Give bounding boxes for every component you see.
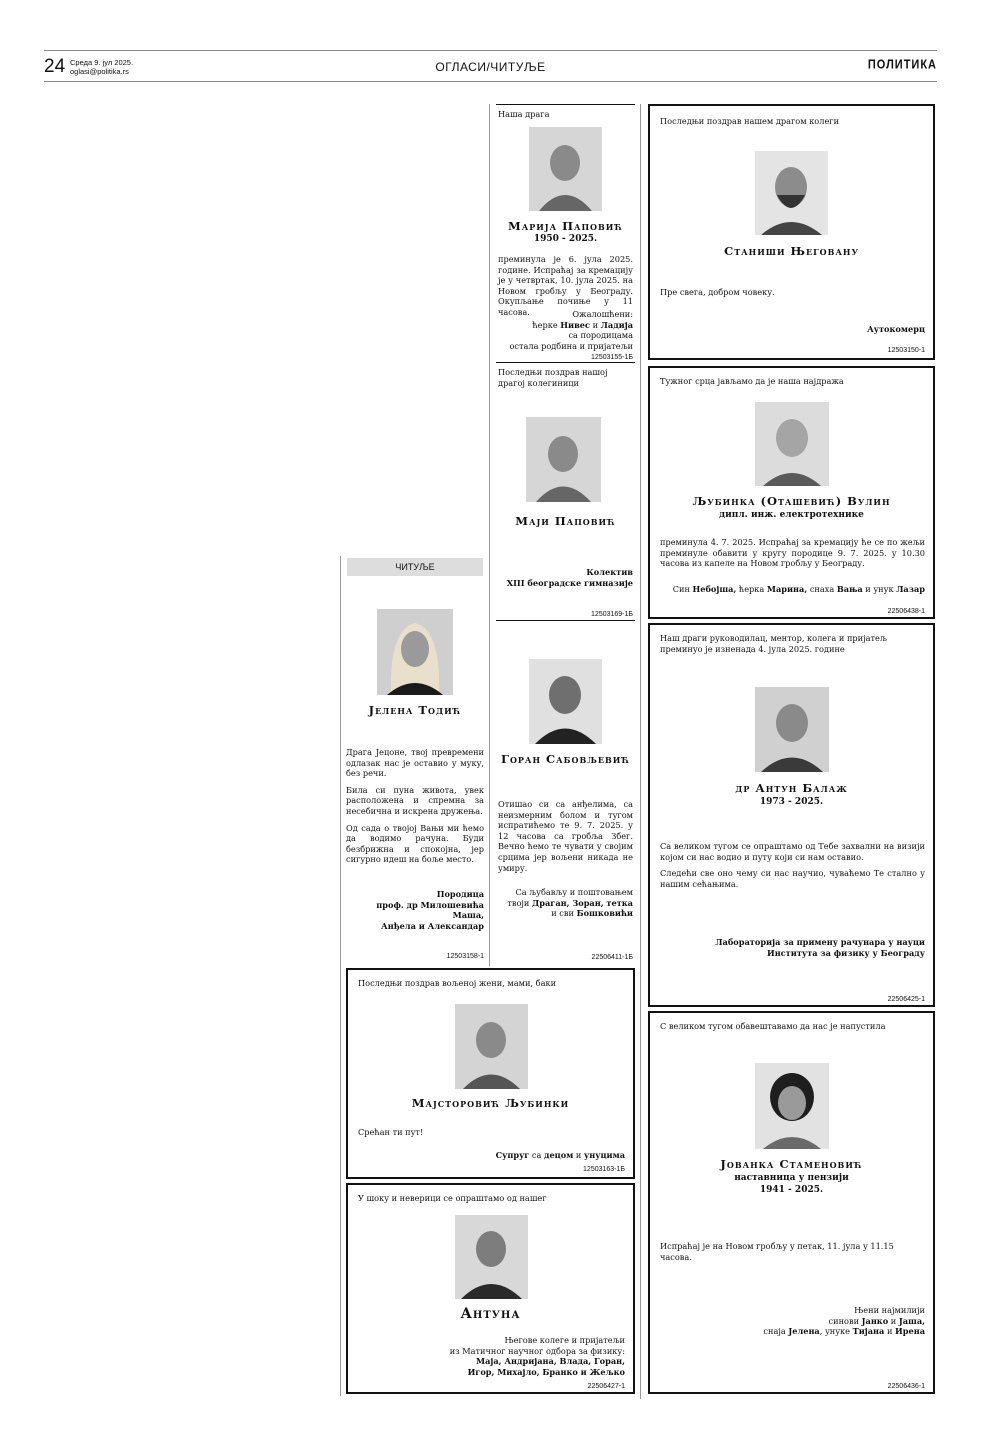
- obituary-maja-papovic: [496, 362, 635, 620]
- obituary-body: Пре свега, добром човеку.: [660, 287, 775, 297]
- obituary-intro: Наша драга: [498, 109, 550, 119]
- obituary-signature: Лабораторија за примену рачунара у науци Института за физику у Београду: [715, 937, 925, 958]
- page-header: [44, 50, 937, 82]
- portrait-photo: [755, 687, 829, 772]
- portrait-photo: [455, 1004, 528, 1089]
- ad-code: 12503158-1: [446, 953, 484, 960]
- obituary-intro: Последњи поздрав нашем драгом колеги: [660, 116, 840, 126]
- obituary-body: преминула 4. 7. 2025. Испраћај за кремацију ће се по жељи преминуле обавити у кругу породице 9. 7. 2025. у 10.30 часова из капеле на Новом гробљу у Београду.: [660, 537, 925, 569]
- column-rule: [489, 104, 490, 966]
- column-label: ЧИТУЉЕ: [347, 558, 483, 576]
- obituary-marija-papovic: [496, 104, 635, 362]
- portrait-photo: [529, 127, 602, 211]
- obituary-body: Срећан ти пут!: [358, 1127, 424, 1137]
- obituary-body: Драга Јецоне, твој превремени одлазак нас је оставио у муку, без речи. Била си пуна живота, увек расположена и спремна за несебична и искрена дружења. Од сада о твојој Вањи ми ћемо да водимо рачуна. Буди безбрижна и спокојна, јер сигурно идеш на боље место.: [346, 747, 484, 865]
- obituary-intro: Последњи поздрав нашој драгој колегиници: [498, 367, 608, 388]
- deceased-name: Љубинка (Оташевић) Вулин: [692, 494, 891, 508]
- page-number: 24: [44, 56, 66, 77]
- deceased-years: 1950 - 2025.: [533, 234, 598, 244]
- newspaper-logo: ПОЛИТИКА: [867, 57, 937, 73]
- obituary-intro: Последњи поздрав вољеној жени, мами, баки: [358, 978, 557, 988]
- deceased-name: Антуна: [460, 1306, 521, 1322]
- obituary-signature: Син Небојша, ћерка Марина, снаха Вања и унук Лазар: [672, 584, 925, 594]
- deceased-name: Станиши Његовану: [724, 244, 859, 258]
- obituary-intro: Наш драги руководилац, ментор, колега и пријатељ преминуо је изненада 4. јула 2025. године: [660, 633, 887, 654]
- deceased-name: Јованка Стаменовић: [720, 1157, 863, 1171]
- obituary-signature: Аутокомерц: [867, 324, 925, 334]
- ad-code: 22506427-1: [587, 1383, 625, 1390]
- section-title: ОГЛАСИ/ЧИТУЉЕ: [435, 60, 546, 74]
- portrait-photo: [755, 151, 828, 235]
- ad-code: 22506438-1: [887, 608, 925, 615]
- obituary-jovanka-stamenovic: [648, 1011, 935, 1394]
- deceased-name: др Антун Балаж: [735, 781, 848, 795]
- deceased-years: 1941 - 2025.: [759, 1185, 824, 1195]
- obituary-jelena-todic: [341, 556, 489, 962]
- header-email[interactable]: oglasi@politika.rs: [70, 67, 129, 76]
- ad-code: 12503155-1Б: [591, 354, 633, 361]
- obituary-signature: Са љубављу и поштовањем твоји Драган, Зоран, тетка и сви Бошковићи: [507, 887, 633, 918]
- obituary-antun-balaz: [648, 623, 935, 1007]
- deceased-name: Горан Сабовљевић: [501, 752, 630, 766]
- ad-code: 12503169-1Б: [591, 611, 633, 618]
- obituary-signature: Његове колеге и пријатељи из Матичног научног одбора за физику: Маја, Андријана, Влада, Горан, Игор, Михајло, Бранко и Жељко: [449, 1335, 625, 1377]
- obituary-intro: С великом тугом обавештавамо да нас је напустила: [660, 1021, 886, 1031]
- obituary-signature: Њени најмилији синови Јанко и Јаша, снаја Јелена, унуке Тијана и Ирена: [763, 1305, 925, 1336]
- column-rule: [640, 104, 641, 1399]
- obituary-signature: Колектив XIII београдске гимназије: [506, 567, 633, 588]
- obituary-body: Са великом тугом се опраштамо од Тебе захвални на визији којом си нас водио и путу који си нам оставио. Следећи све оно чему си нас научио, чуваћемо Те стално у нашим сећањима.: [660, 841, 925, 889]
- obituary-majstorovic-ljubinka: [346, 968, 635, 1179]
- obituary-intro: Тужног срца јављамо да је наша најдража: [660, 376, 844, 386]
- ad-code: 12503150-1: [887, 347, 925, 354]
- deceased-title: наставница у пензији: [734, 1173, 849, 1183]
- deceased-name: Марија Паповић: [507, 219, 624, 233]
- portrait-photo: [529, 659, 602, 744]
- deceased-name: Јелена Тодић: [368, 703, 462, 717]
- portrait-photo: [755, 402, 829, 486]
- deceased-name: Мајсторовић Љубинки: [411, 1096, 570, 1110]
- ad-code: 22506425-1: [887, 996, 925, 1003]
- obituary-signature: Породица проф. др Милошевића Маша, Анђела и Александар: [376, 889, 484, 931]
- obituary-goran-sabovljevic: [496, 620, 635, 962]
- obituary-stanisa-njegovan: [648, 104, 935, 360]
- obituary-ljubinka-vulin: [648, 366, 935, 619]
- obituary-antuna: [346, 1183, 635, 1394]
- portrait-photo: [526, 417, 601, 502]
- portrait-photo: [455, 1215, 528, 1299]
- ad-code: 22506436-1: [887, 1383, 925, 1390]
- deceased-name: Маји Паповић: [515, 514, 616, 528]
- ad-code: 12503163-1Б: [583, 1166, 625, 1173]
- obituary-body: Отишао си са анђелима, са неизмерним болом и тугом испратићемо те 9. 7. 2025. у 12 часова са гробља Збег. Вечно ћемо те чувати у својим срцима јер вољени никада не умиру.: [498, 799, 633, 873]
- deceased-years: 1973 - 2025.: [759, 797, 824, 807]
- portrait-photo: [377, 609, 453, 695]
- obituary-signature: Супруг са децом и унуцима: [495, 1150, 625, 1160]
- obituary-body: Испраћај је на Новом гробљу у петак, 11. јула у 11.15 часова.: [660, 1241, 894, 1262]
- obituary-intro: У шоку и неверици се опраштамо од нашег: [358, 1193, 547, 1203]
- portrait-photo: [755, 1063, 829, 1149]
- ad-code: 22506411-1Б: [591, 954, 633, 961]
- obituary-body: преминула је 6. јула 2025. године. Испраћај за кремацију је у четвртак, 10. јула 2025. на Новом гробљу у Београду. Окупљање почиње у 11 часова.: [498, 254, 633, 317]
- deceased-title: дипл. инж. електротехнике: [719, 510, 864, 520]
- header-date: Среда 9. јул 2025.: [70, 58, 134, 67]
- obituary-signature: Ожалошћени: ћерке Нивес и Ладија са породицама остала родбина и пријатељи: [509, 309, 633, 351]
